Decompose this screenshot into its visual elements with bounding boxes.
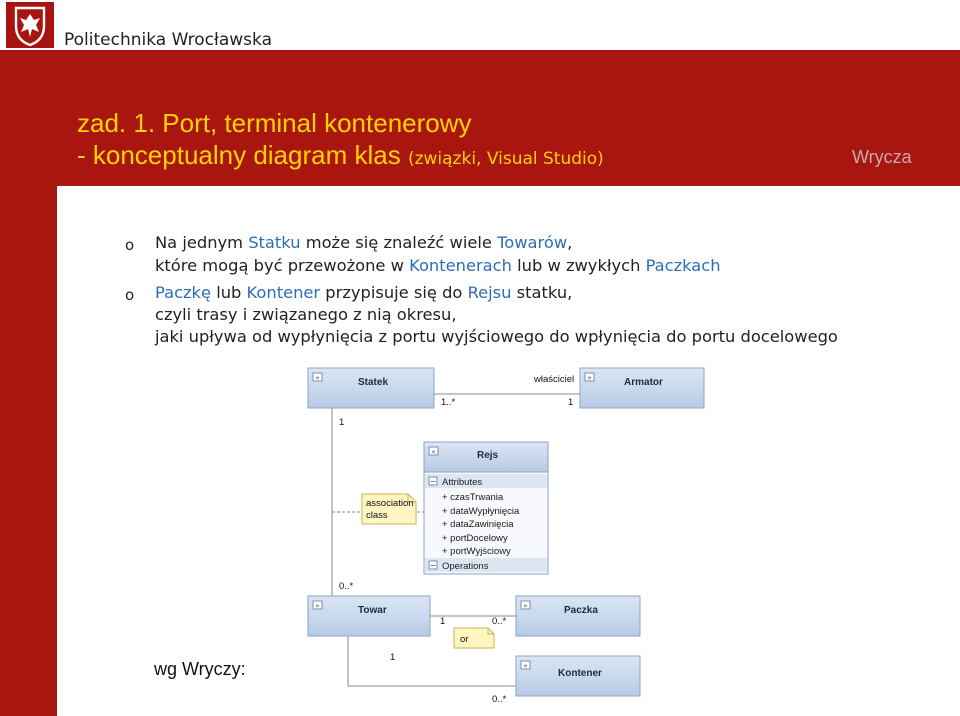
text: lub (211, 283, 247, 302)
left-band (0, 186, 57, 716)
class-name-paczka: Paczka (564, 605, 598, 616)
class-name-rejs: Rejs (477, 450, 499, 461)
multiplicity-label: 0..* (492, 694, 507, 705)
text: lub w zwykłych (511, 256, 646, 275)
multiplicity-label: 0..* (492, 616, 507, 627)
term-paczka: Paczkach (645, 256, 721, 275)
text: statku, (511, 283, 573, 302)
collapse-section-icon: − (429, 477, 437, 486)
university-logo (6, 2, 54, 48)
attribute-item: + dataZawinięcia (442, 519, 514, 530)
collapse-section-icon: − (429, 561, 437, 570)
bullet-2-line-3: jaki upływa od wypłynięcia z portu wyjściowego do wpłynięcia do portu docelowego (155, 327, 838, 346)
attribute-item: + portWyjściowy (442, 546, 511, 557)
term-rejs: Rejsu (467, 283, 512, 302)
multiplicity-label: 1 (440, 616, 446, 627)
attribute-item: + czasTrwania (442, 492, 504, 503)
uml-class-diagram (304, 362, 724, 712)
collapse-chevron-icon: » (523, 662, 528, 670)
class-statek[interactable] (308, 368, 434, 408)
note-text-line1: association (366, 498, 414, 509)
class-armator[interactable] (580, 368, 704, 408)
text: które mogą być przewożone w (155, 256, 410, 275)
or-note-text: or (460, 634, 469, 645)
slide-title-subtitle: (związki, Visual Studio) (407, 149, 604, 169)
bullet-1-line-2 (155, 256, 721, 275)
class-name-statek: Statek (358, 377, 389, 388)
bullet-2-line-2: czyli trasy i związanego z nią okresu, (155, 305, 457, 324)
collapse-chevron-icon: » (315, 374, 320, 382)
collapse-chevron-icon: » (315, 602, 320, 610)
or-constraint-note (454, 628, 494, 648)
text: , (567, 233, 573, 252)
term-towar: Towarów (497, 233, 568, 252)
attribute-item: + dataWypłynięcia (442, 506, 520, 517)
bullet-marker: o (125, 286, 135, 304)
text: może się znaleźć wiele (300, 233, 498, 252)
role-label: właściciel (534, 374, 575, 385)
operations-header: Operations (442, 561, 489, 572)
multiplicity-label: 1 (339, 417, 345, 428)
class-paczka[interactable] (516, 596, 640, 636)
text: przypisuje się do (320, 283, 468, 302)
slide-title-line1: zad. 1. Port, terminal kontenerowy (77, 108, 472, 138)
source-note: wg Wryczy: (154, 659, 246, 679)
term-statek: Statku (248, 233, 301, 252)
class-kontener[interactable] (516, 656, 640, 696)
class-name-armator: Armator (624, 377, 663, 388)
class-name-kontener: Kontener (558, 668, 602, 679)
author-label: Wrycza (852, 147, 912, 167)
multiplicity-label: 0..* (339, 581, 354, 592)
slide-title-main: - konceptualny diagram klas (77, 140, 401, 170)
association-class-note (362, 494, 416, 524)
bullet-1-line-1 (155, 233, 572, 252)
multiplicity-label: 1 (568, 397, 574, 408)
multiplicity-label: 1..* (441, 397, 456, 408)
class-name-towar: Towar (358, 605, 387, 616)
collapse-chevron-icon: » (523, 602, 528, 610)
term-kontener: Kontener (246, 283, 321, 302)
expand-chevron-icon: « (431, 448, 436, 456)
text: Na jednym (155, 233, 249, 252)
collapse-chevron-icon: » (587, 374, 592, 382)
eagle-shield-icon (6, 2, 54, 48)
brand-name: Politechnika Wrocławska (64, 30, 272, 50)
note-text-line2: class (366, 510, 388, 521)
attributes-header: Attributes (442, 477, 483, 488)
term-paczke: Paczkę (155, 283, 212, 302)
term-kontener: Kontenerach (409, 256, 512, 275)
attribute-item: + portDocelowy (442, 533, 508, 544)
class-towar[interactable] (308, 596, 430, 636)
slide-title-line2 (77, 140, 604, 171)
bullet-2-line-1 (155, 283, 572, 302)
multiplicity-label: 1 (390, 652, 396, 663)
class-rejs[interactable] (424, 442, 548, 574)
bullet-marker: o (125, 236, 135, 254)
